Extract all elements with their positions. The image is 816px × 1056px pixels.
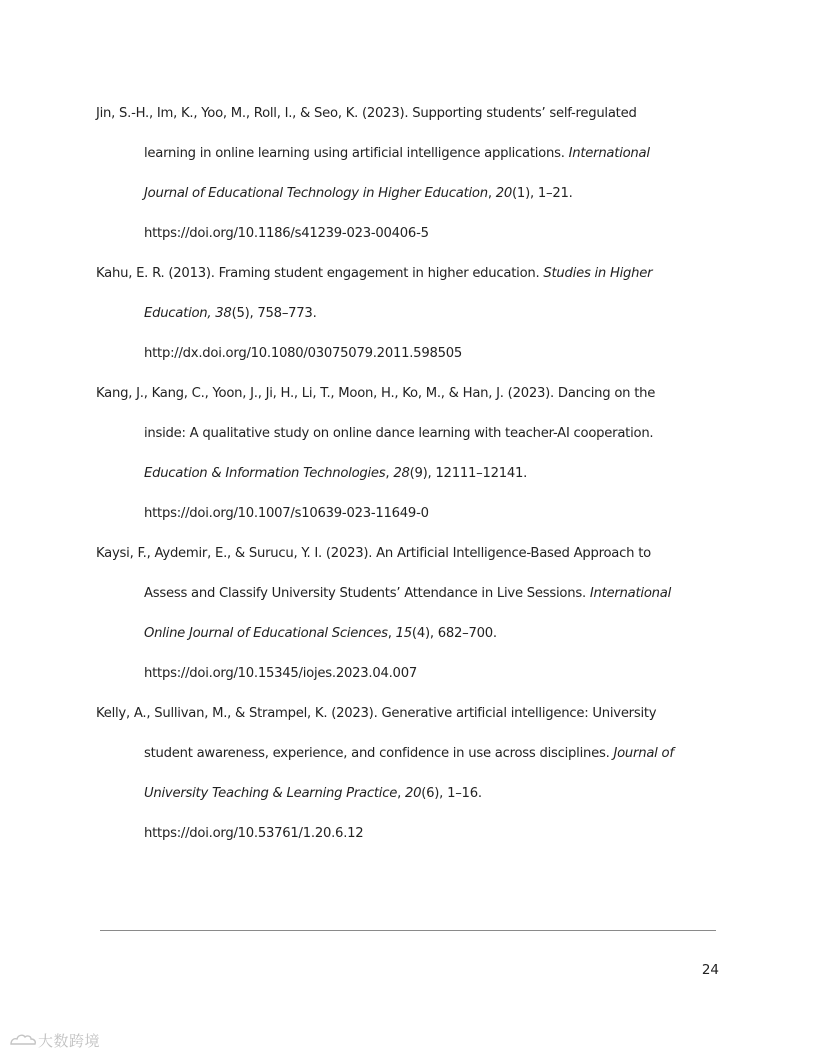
reference-text: Assess and Classify University Students’ Attendance in Live Sessions.	[144, 586, 590, 601]
reference-text: Kahu, E. R. (2013). Framing student engagement in higher education.	[96, 266, 544, 281]
reference-continuation-line	[96, 774, 726, 814]
reference-text: (9), 12111–12141.	[409, 466, 528, 481]
reference-text: Kang, J., Kang, C., Yoon, J., Ji, H., Li, T., Moon, H., Ko, M., & Han, J. (2023). Dancing on the	[96, 386, 656, 401]
footer-divider	[100, 930, 716, 931]
reference-entry	[96, 374, 726, 534]
reference-continuation-line	[96, 734, 726, 774]
reference-text: https://doi.org/10.1007/s10639-023-11649-0	[144, 506, 429, 521]
reference-text: (4), 682–700.	[411, 626, 497, 641]
reference-italic-text: University Teaching & Learning Practice	[144, 786, 398, 801]
reference-continuation-line	[96, 294, 726, 334]
reference-continuation-line	[96, 334, 726, 374]
reference-text: Kaysi, F., Aydemir, E., & Surucu, Y. I. (2023). An Artificial Intelligence-Based Approach to	[96, 546, 651, 561]
reference-list	[96, 94, 726, 854]
reference-text: student awareness, experience, and confidence in use across disciplines.	[144, 746, 614, 761]
reference-continuation-line	[96, 574, 726, 614]
reference-entry	[96, 694, 726, 854]
reference-continuation-line	[96, 654, 726, 694]
reference-entry	[96, 254, 726, 374]
reference-first-line	[96, 254, 726, 294]
reference-text: https://doi.org/10.53761/1.20.6.12	[144, 826, 364, 841]
reference-first-line	[96, 694, 726, 734]
reference-italic-text: Education & Information Technologies	[144, 466, 386, 481]
reference-continuation-line	[96, 174, 726, 214]
reference-italic-text: Studies in Higher	[543, 266, 653, 281]
reference-text: Kelly, A., Sullivan, M., & Strampel, K. (2023). Generative artificial intelligence: University	[96, 706, 657, 721]
watermark	[8, 1030, 100, 1052]
reference-text: (5), 758–773.	[231, 306, 317, 321]
reference-continuation-line	[96, 214, 726, 254]
reference-italic-text: 20	[404, 786, 422, 801]
reference-continuation-line	[96, 494, 726, 534]
reference-text: ,	[387, 626, 396, 641]
reference-italic-text: Journal of	[613, 746, 674, 761]
reference-first-line	[96, 94, 726, 134]
watermark-text: 大数跨境	[38, 1032, 101, 1050]
reference-continuation-line	[96, 814, 726, 854]
cloud-logo-icon	[8, 1032, 38, 1052]
reference-italic-text: 28	[393, 466, 410, 481]
reference-text: ,	[397, 786, 405, 801]
reference-italic-text: Journal of Educational Technology in Higher Education	[144, 186, 488, 201]
reference-first-line	[96, 534, 726, 574]
reference-text: (6), 1–16.	[421, 786, 482, 801]
reference-entry	[96, 534, 726, 694]
reference-italic-text: 20	[495, 186, 513, 201]
reference-text: ,	[487, 186, 496, 201]
reference-text: https://doi.org/10.1186/s41239-023-00406-5	[144, 226, 429, 241]
reference-continuation-line	[96, 614, 726, 654]
reference-italic-text: 15	[395, 626, 412, 641]
reference-text: http://dx.doi.org/10.1080/03075079.2011.598505	[144, 346, 463, 361]
page-number: 24	[701, 962, 719, 978]
reference-continuation-line	[96, 134, 726, 174]
reference-entry	[96, 94, 726, 254]
reference-text: learning in online learning using artificial intelligence applications.	[144, 146, 569, 161]
reference-text: ,	[385, 466, 394, 481]
reference-italic-text: Online Journal of Educational Sciences	[144, 626, 388, 641]
reference-italic-text: International	[568, 146, 650, 161]
reference-text: Jin, S.-H., Im, K., Yoo, M., Roll, I., & Seo, K. (2023). Supporting students’ self-regulated	[96, 106, 637, 121]
reference-text: (1), 1–21.	[512, 186, 573, 201]
reference-continuation-line	[96, 414, 726, 454]
reference-italic-text: International	[589, 586, 671, 601]
reference-first-line	[96, 374, 726, 414]
reference-text: inside: A qualitative study on online dance learning with teacher-AI cooperation.	[144, 426, 654, 441]
reference-continuation-line	[96, 454, 726, 494]
reference-text: https://doi.org/10.15345/iojes.2023.04.007	[144, 666, 417, 681]
reference-italic-text: Education, 38	[144, 306, 232, 321]
